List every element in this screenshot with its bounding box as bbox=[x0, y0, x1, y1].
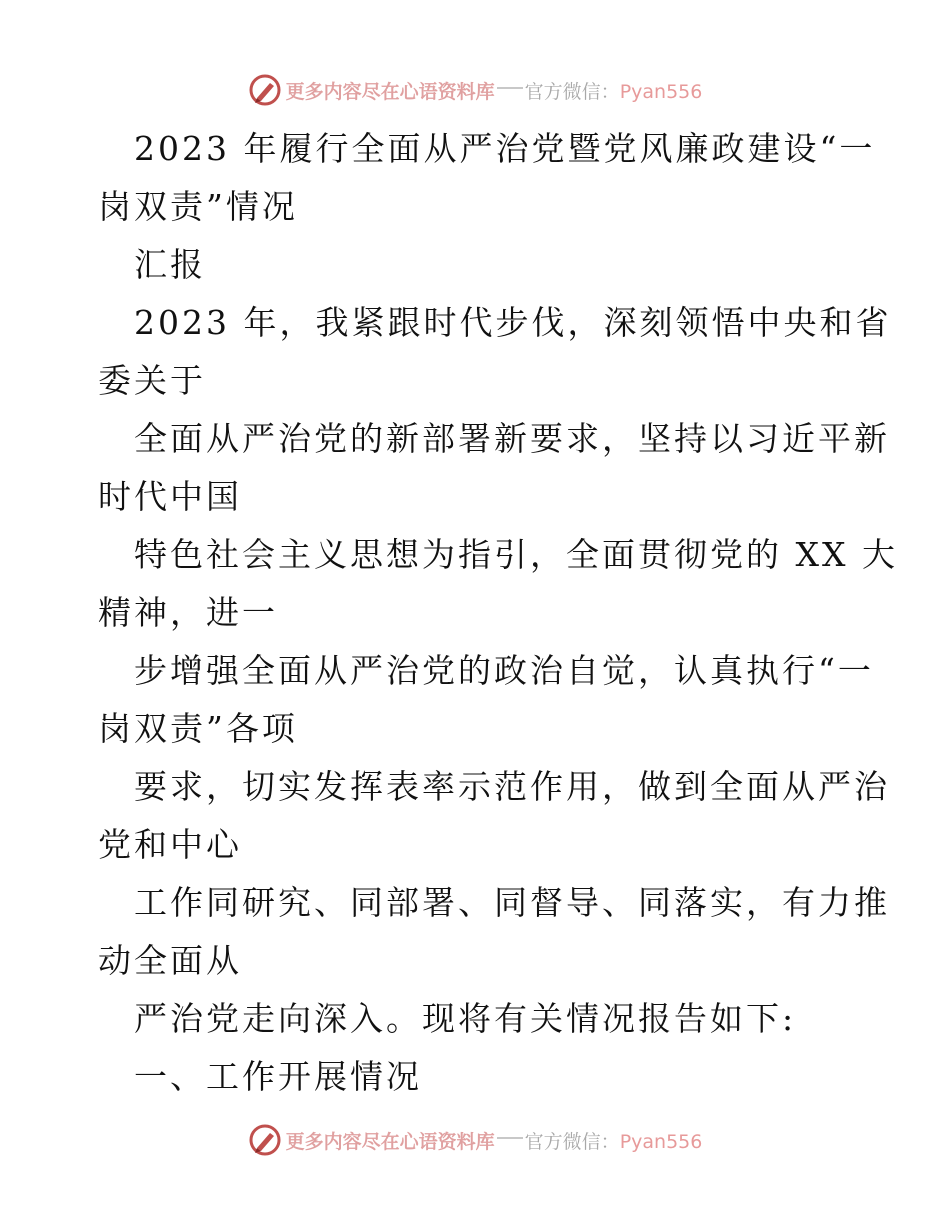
paragraph-line: 动全面从 bbox=[98, 941, 242, 980]
watermark-contact bbox=[525, 77, 703, 104]
paragraph-line: 精神，进一 bbox=[98, 593, 278, 632]
section-heading: 一、工作开展情况 bbox=[134, 1057, 422, 1096]
pen-logo-icon bbox=[248, 1123, 282, 1157]
title-line: 2023 年履行全面从严治党暨党风廉政建设“一 bbox=[134, 129, 876, 168]
title-line: 岗双责”情况 bbox=[98, 187, 298, 226]
watermark-text: 更多内容尽在心语资料库 bbox=[285, 1130, 495, 1153]
paragraph-line: 全面从严治党的新部署新要求，坚持以习近平新 bbox=[134, 419, 890, 458]
paragraph-line: 步增强全面从严治党的政治自觉，认真执行“一 bbox=[134, 651, 874, 690]
watermark-separator bbox=[497, 1137, 523, 1139]
watermark-contact-label: 官方微信： bbox=[524, 80, 620, 103]
paragraph-line: 岗双责”各项 bbox=[98, 709, 298, 748]
watermark-contact-label: 官方微信： bbox=[524, 1130, 620, 1153]
watermark-separator bbox=[497, 87, 523, 89]
document-body bbox=[98, 120, 898, 1106]
watermark-contact bbox=[525, 1127, 703, 1154]
watermark-contact-id: Pyan556 bbox=[619, 1130, 703, 1153]
paragraph-line: 工作同研究、同部署、同督导、同落实，有力推 bbox=[134, 883, 890, 922]
paragraph-line: 2023 年，我紧跟时代步伐，深刻领悟中央和省 bbox=[134, 303, 892, 342]
title-line: 汇报 bbox=[134, 245, 206, 284]
paragraph-line: 委关于 bbox=[98, 361, 206, 400]
footer-watermark bbox=[0, 1120, 950, 1160]
paragraph-line: 特色社会主义思想为指引，全面贯彻党的 XX 大 bbox=[134, 535, 898, 574]
paragraph-line: 严治党走向深入。现将有关情况报告如下: bbox=[134, 999, 797, 1038]
paragraph-line: 党和中心 bbox=[98, 825, 242, 864]
paragraph-line: 时代中国 bbox=[98, 477, 242, 516]
pen-logo-icon bbox=[248, 73, 282, 107]
header-watermark bbox=[0, 70, 950, 110]
watermark-contact-id: Pyan556 bbox=[619, 80, 703, 103]
paragraph-line: 要求，切实发挥表率示范作用，做到全面从严治 bbox=[134, 767, 890, 806]
watermark-text: 更多内容尽在心语资料库 bbox=[285, 80, 495, 103]
